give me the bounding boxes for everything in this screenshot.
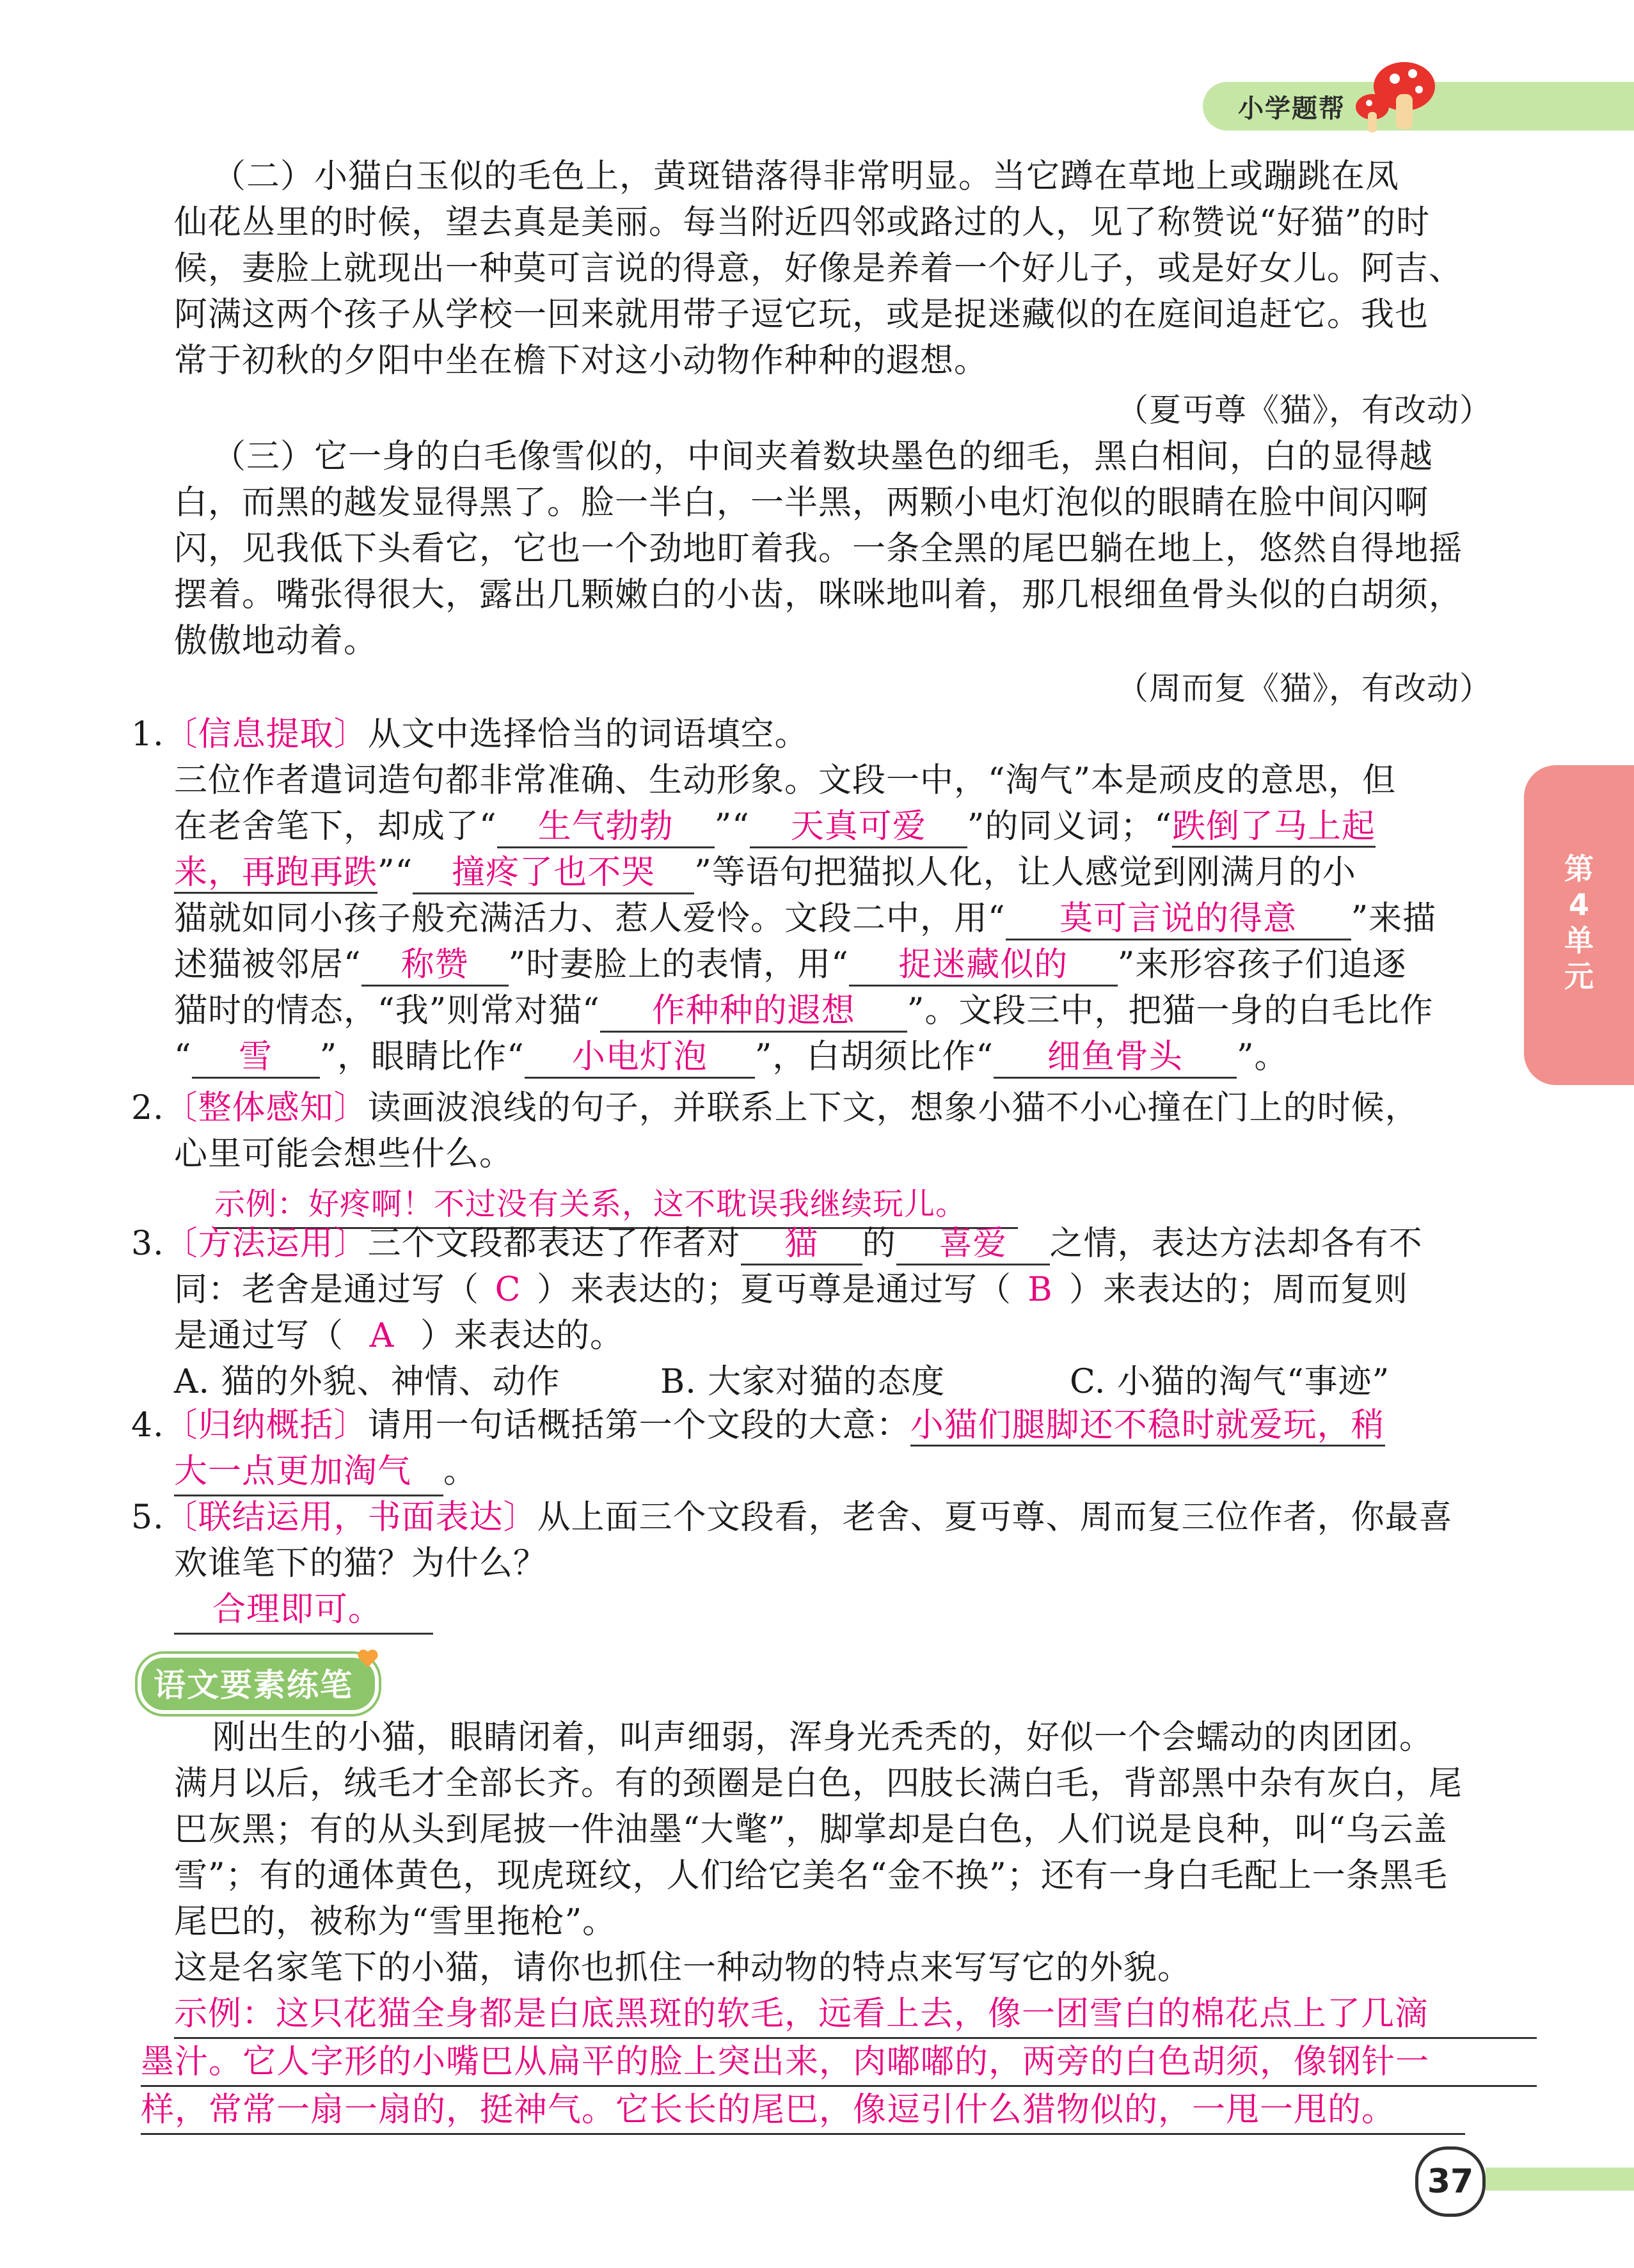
question-number: 2. bbox=[131, 1089, 164, 1127]
question-number: 3. bbox=[131, 1225, 164, 1263]
answer-line[interactable]: 小猫们腿脚还不稳时就爱玩，稍 bbox=[910, 1406, 1385, 1447]
answer-blank[interactable]: 莫可言说的得意 bbox=[1006, 899, 1351, 940]
q1-text: 在老舍笔下，却成了“ bbox=[174, 807, 497, 846]
question-prompt: 心里可能会想些什么。 bbox=[174, 1135, 514, 1173]
passage-line: 满月以后，绒毛才全部长齐。有的颈圈是白色，四肢长满白毛，背部黑中杂有灰白，尾 bbox=[174, 1764, 1463, 1803]
brand-label: 小学题帮 bbox=[1238, 94, 1345, 123]
option-c: C. 小猫的淘气“事迹” bbox=[1070, 1363, 1390, 1401]
passage-line: 白，而黑的越发显得黑了。脸一半白，一半黑，两颗小电灯泡似的眼睛在脸中间闪啊 bbox=[174, 484, 1429, 522]
q3-text: 是通过写（ bbox=[174, 1317, 344, 1355]
q3-text: 之情，表达方法却各有不 bbox=[1049, 1225, 1423, 1263]
q1-text: ”。 bbox=[1236, 1038, 1289, 1076]
q1-text: ”等语句把猫拟人化，让人感觉到刚满月的小 bbox=[694, 853, 1356, 892]
passage-line: 刚出生的小猫，眼睛闭着，叫声细弱，浑身光秃秃的，好似一个会蠕动的肉团团。 bbox=[212, 1718, 1434, 1757]
question-number: 5. bbox=[131, 1498, 164, 1537]
q3-text: ）来表达的；夏丏尊是通过写（ bbox=[537, 1271, 1012, 1309]
question-number: 1. bbox=[131, 715, 164, 754]
question-tag: 〔整体感知〕 bbox=[164, 1089, 368, 1127]
question-tag: 〔归纳概括〕 bbox=[164, 1406, 368, 1445]
heart-icon bbox=[355, 1645, 381, 1671]
answer-choice[interactable]: A bbox=[369, 1317, 395, 1355]
q1-text: ”来形容孩子们追逐 bbox=[1117, 946, 1407, 984]
q1-text: ”时妻脸上的表情，用“ bbox=[508, 946, 849, 984]
answer-blank[interactable]: 生气勃勃 bbox=[497, 807, 715, 848]
question-1 bbox=[131, 711, 1436, 1080]
passage-2 bbox=[174, 154, 1463, 384]
question-prompt: 从文中选择恰当的词语填空。 bbox=[367, 715, 809, 754]
source-citation: （周而复《猫》，有改动） bbox=[1116, 670, 1492, 707]
page-number: 37 bbox=[1415, 2146, 1486, 2217]
question-prompt: 读画波浪线的句子，并联系上下文，想象小猫不小心撞在门上的时候， bbox=[367, 1089, 1419, 1127]
q1-text: ”，眼睛比作“ bbox=[319, 1038, 525, 1076]
q3-text: ）来表达的。 bbox=[420, 1317, 624, 1355]
q1-text: ”的同义词；“ bbox=[967, 807, 1172, 846]
passage-line: （三）它一身的白毛像雪似的，中间夹着数块墨色的细毛，黑白相间，白的显得越 bbox=[212, 438, 1434, 476]
q3-text: 三个文段都表达了作者对 bbox=[367, 1225, 741, 1263]
answer-blank[interactable]: 来，再跑再跌 bbox=[174, 853, 377, 894]
passage-line: （二）小猫白玉似的毛色上，黄斑错落得非常明显。当它蹲在草地上或蹦跳在凤 bbox=[212, 157, 1400, 196]
q1-text: “ bbox=[174, 1038, 192, 1076]
q3-text: ）来表达的；周而复则 bbox=[1069, 1271, 1409, 1309]
answer-choice[interactable]: B bbox=[1027, 1271, 1053, 1309]
question-number: 4. bbox=[131, 1406, 164, 1445]
page-bar bbox=[1486, 2168, 1634, 2191]
passage-line: 尾巴的，被称为“雪里拖枪”。 bbox=[174, 1903, 617, 1941]
question-prompt: 从上面三个文段看，老舍、夏丏尊、周而复三位作者，你最喜 bbox=[537, 1498, 1453, 1537]
passage-line: 常于初秋的夕阳中坐在檐下对这小动物作种种的遐想。 bbox=[174, 342, 988, 380]
question-3 bbox=[131, 1221, 1423, 1405]
question-4 bbox=[131, 1402, 1385, 1496]
passage-line: 仙花丛里的时候，望去真是美丽。每当附近四邻或路过的人，见了称赞说“好猫”的时 bbox=[174, 203, 1431, 242]
question-prompt: 欢谁笔下的猫？为什么？ bbox=[174, 1544, 548, 1583]
passage-3 bbox=[174, 434, 1463, 664]
question-tag: 〔方法运用〕 bbox=[164, 1225, 368, 1263]
q4-text: 。 bbox=[443, 1452, 478, 1491]
answer-blank[interactable]: 捉迷藏似的 bbox=[849, 945, 1118, 987]
answer-line[interactable]: 大一点更加淘气 bbox=[174, 1448, 443, 1496]
question-5 bbox=[131, 1495, 1453, 1635]
answer-blank[interactable]: 细鱼骨头 bbox=[994, 1037, 1237, 1079]
q1-text-line: 三位作者遣词造句都非常准确、生动形象。文段一中，“淘气”本是顽皮的意思，但 bbox=[174, 761, 1397, 800]
q3-text: 的 bbox=[862, 1225, 896, 1263]
question-2 bbox=[131, 1085, 1419, 1229]
q1-text: ”“ bbox=[714, 807, 750, 846]
q3-text: 同：老舍是通过写（ bbox=[174, 1271, 480, 1309]
answer-line[interactable]: 合理即可。 bbox=[174, 1587, 433, 1635]
option-a: A. 猫的外貌、神情、动作 bbox=[174, 1363, 560, 1401]
source-citation: （夏丏尊《猫》，有改动） bbox=[1116, 392, 1492, 429]
passage-line: 阿满这两个孩子从学校一回来就用带子逗它玩，或是捉迷藏似的在庭间追赶它。我也 bbox=[174, 296, 1429, 334]
answer-blank[interactable]: 称赞 bbox=[361, 945, 509, 987]
answer-blank[interactable]: 天真可爱 bbox=[750, 807, 967, 848]
passage-line: 候，妻脸上就现出一种莫可言说的得意，好像是养着一个好儿子，或是好女儿。阿吉、 bbox=[174, 250, 1463, 288]
mushroom-icon bbox=[1350, 54, 1440, 138]
answer-blank[interactable]: 作种种的遐想 bbox=[600, 991, 907, 1033]
passage-line: 雪”；有的通体黄色，现虎斑纹，人们给它美名“金不换”；还有一身白毛配上一条黑毛 bbox=[174, 1857, 1448, 1895]
option-b: B. 大家对猫的态度 bbox=[660, 1363, 946, 1401]
answer-line[interactable]: 墨汁。它人字形的小嘴巴从扁平的脸上突出来，肉嘟嘟的，两旁的白色胡须，像钢针一 bbox=[141, 2039, 1537, 2087]
unit-tab-label: 第4单元 bbox=[1564, 852, 1594, 994]
passage-line: 巴灰黑；有的从头到尾披一件油墨“大氅”，脚掌却是白色，人们说是良种，叫“乌云盖 bbox=[174, 1811, 1448, 1849]
answer-blank[interactable]: 撞疼了也不哭 bbox=[413, 853, 694, 894]
answer-blank[interactable]: 小电灯泡 bbox=[525, 1037, 755, 1079]
practice-prompt: 这是名家笔下的小猫，请你也抓住一种动物的特点来写写它的外貌。 bbox=[174, 1949, 1192, 1987]
answer-blank[interactable]: 雪 bbox=[192, 1037, 320, 1079]
answer-blank[interactable]: 喜爱 bbox=[896, 1224, 1050, 1265]
q1-text: ”。文段三中，把猫一身的白毛比作 bbox=[907, 992, 1434, 1030]
q1-text: 述猫被邻居“ bbox=[174, 946, 361, 984]
question-prompt: 请用一句话概括第一个文段的大意： bbox=[367, 1406, 910, 1445]
q1-text: ”来描 bbox=[1351, 900, 1437, 938]
q1-text: ”，白胡须比作“ bbox=[754, 1038, 994, 1076]
question-tag: 〔联结运用，书面表达〕 bbox=[164, 1498, 537, 1537]
answer-blank[interactable]: 猫 bbox=[741, 1224, 862, 1265]
answer-blank[interactable]: 跌倒了马上起 bbox=[1172, 807, 1376, 848]
q1-text: ”“ bbox=[377, 853, 413, 892]
practice-passage bbox=[131, 1715, 1537, 2135]
q1-text: 猫就如同小孩子般充满活力、惹人爱怜。文段二中，用“ bbox=[174, 900, 1006, 938]
question-tag: 〔信息提取〕 bbox=[164, 715, 368, 754]
answer-line[interactable]: 示例：这只花猫全身都是白底黑斑的软毛，远看上去，像一团雪白的棉花点上了几滴 bbox=[174, 1991, 1537, 2039]
answer-line[interactable]: 示例：好疼啊！不过没有关系，这不耽误我继续玩儿。 bbox=[214, 1181, 1018, 1229]
passage-line: 摆着。嘴张得很大，露出几颗嫩白的小齿，咪咪地叫着，那几根细鱼骨头似的白胡须， bbox=[174, 576, 1463, 614]
answer-line[interactable]: 样，常常一扇一扇的，挺神气。它长长的尾巴，像逗引什么猎物似的，一甩一甩的。 bbox=[141, 2087, 1465, 2135]
q1-text: 猫时的情态，“我”则常对猫“ bbox=[174, 992, 600, 1030]
passage-line: 傲傲地动着。 bbox=[174, 622, 378, 660]
answer-choice[interactable]: C bbox=[495, 1271, 521, 1309]
passage-line: 闪，见我低下头看它，它也一个劲地盯着我。一条全黑的尾巴躺在地上，悠然自得地摇 bbox=[174, 530, 1463, 568]
section-badge-label: 语文要素练笔 bbox=[154, 1667, 353, 1704]
